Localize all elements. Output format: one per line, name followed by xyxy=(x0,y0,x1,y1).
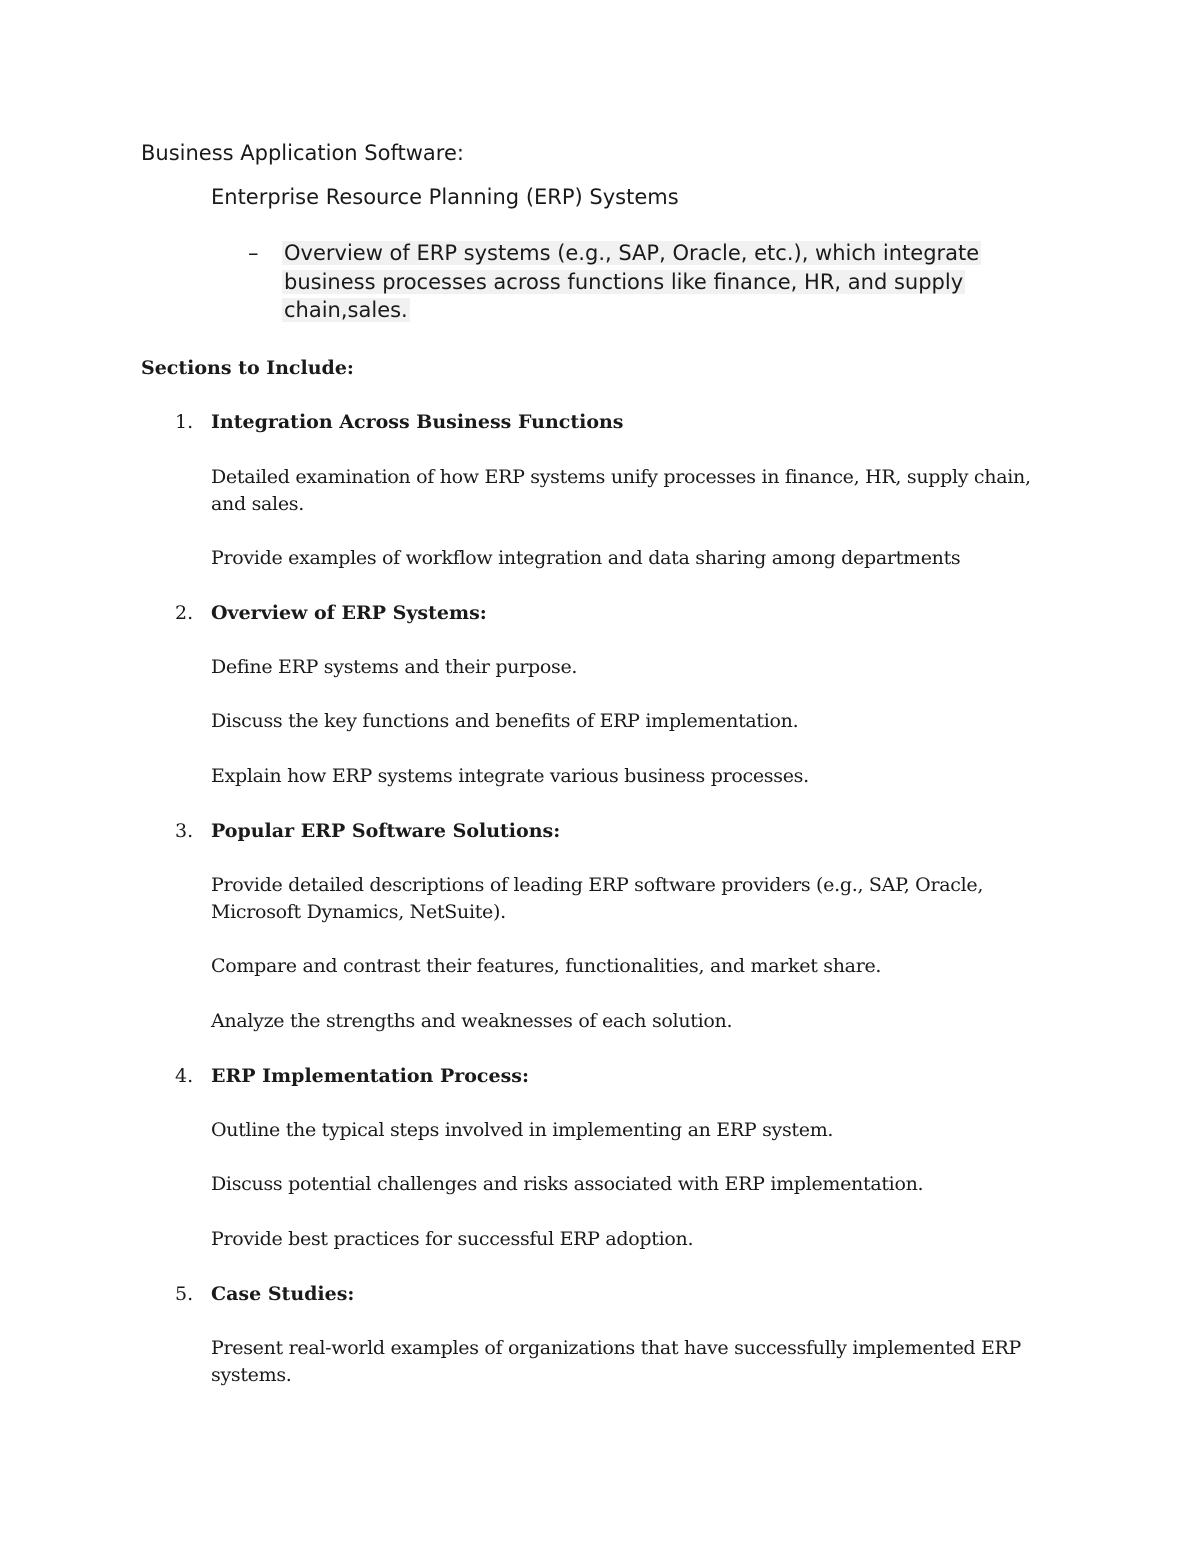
section-paragraph: Present real-world examples of organizations that have successfully implemented ERP xyxy=(211,1337,1022,1359)
section-paragraph: systems. xyxy=(211,1364,292,1386)
overview-line: Overview of ERP systems (e.g., SAP, Oracle, etc.), which integrate xyxy=(284,241,980,265)
section-title: Integration Across Business Functions xyxy=(211,411,624,433)
overview-line: chain,sales. xyxy=(284,298,408,322)
document-title: Business Application Software: xyxy=(141,141,464,165)
section-number: 4. xyxy=(175,1065,194,1087)
overview-line: business processes across functions like finance, HR, and supply xyxy=(284,270,964,294)
overview-dash: – xyxy=(248,241,259,265)
document-subtitle: Enterprise Resource Planning (ERP) Systems xyxy=(211,185,679,209)
section-paragraph: Microsoft Dynamics, NetSuite). xyxy=(211,901,506,923)
section-number: 1. xyxy=(175,411,194,433)
section-number: 2. xyxy=(175,602,194,624)
section-paragraph: Compare and contrast their features, functionalities, and market share. xyxy=(211,955,882,977)
section-number: 5. xyxy=(175,1283,194,1305)
section-number: 3. xyxy=(175,820,194,842)
section-title: Popular ERP Software Solutions: xyxy=(211,820,561,842)
sections-heading: Sections to Include: xyxy=(141,357,354,379)
section-title: Overview of ERP Systems: xyxy=(211,602,487,624)
section-paragraph: Provide detailed descriptions of leading ERP software providers (e.g., SAP, Oracle, xyxy=(211,874,984,896)
section-paragraph: Outline the typical steps involved in implementing an ERP system. xyxy=(211,1119,834,1141)
section-paragraph: Define ERP systems and their purpose. xyxy=(211,656,578,678)
section-title: Case Studies: xyxy=(211,1283,355,1305)
section-paragraph: Provide best practices for successful ERP adoption. xyxy=(211,1228,694,1250)
section-paragraph: and sales. xyxy=(211,493,304,515)
section-paragraph: Provide examples of workflow integration and data sharing among departments xyxy=(211,547,961,569)
section-paragraph: Analyze the strengths and weaknesses of each solution. xyxy=(211,1010,733,1032)
section-paragraph: Discuss potential challenges and risks associated with ERP implementation. xyxy=(211,1173,924,1195)
section-title: ERP Implementation Process: xyxy=(211,1065,529,1087)
section-paragraph: Explain how ERP systems integrate various business processes. xyxy=(211,765,809,787)
section-paragraph: Detailed examination of how ERP systems unify processes in finance, HR, supply chain, xyxy=(211,466,1031,488)
section-paragraph: Discuss the key functions and benefits of ERP implementation. xyxy=(211,710,799,732)
